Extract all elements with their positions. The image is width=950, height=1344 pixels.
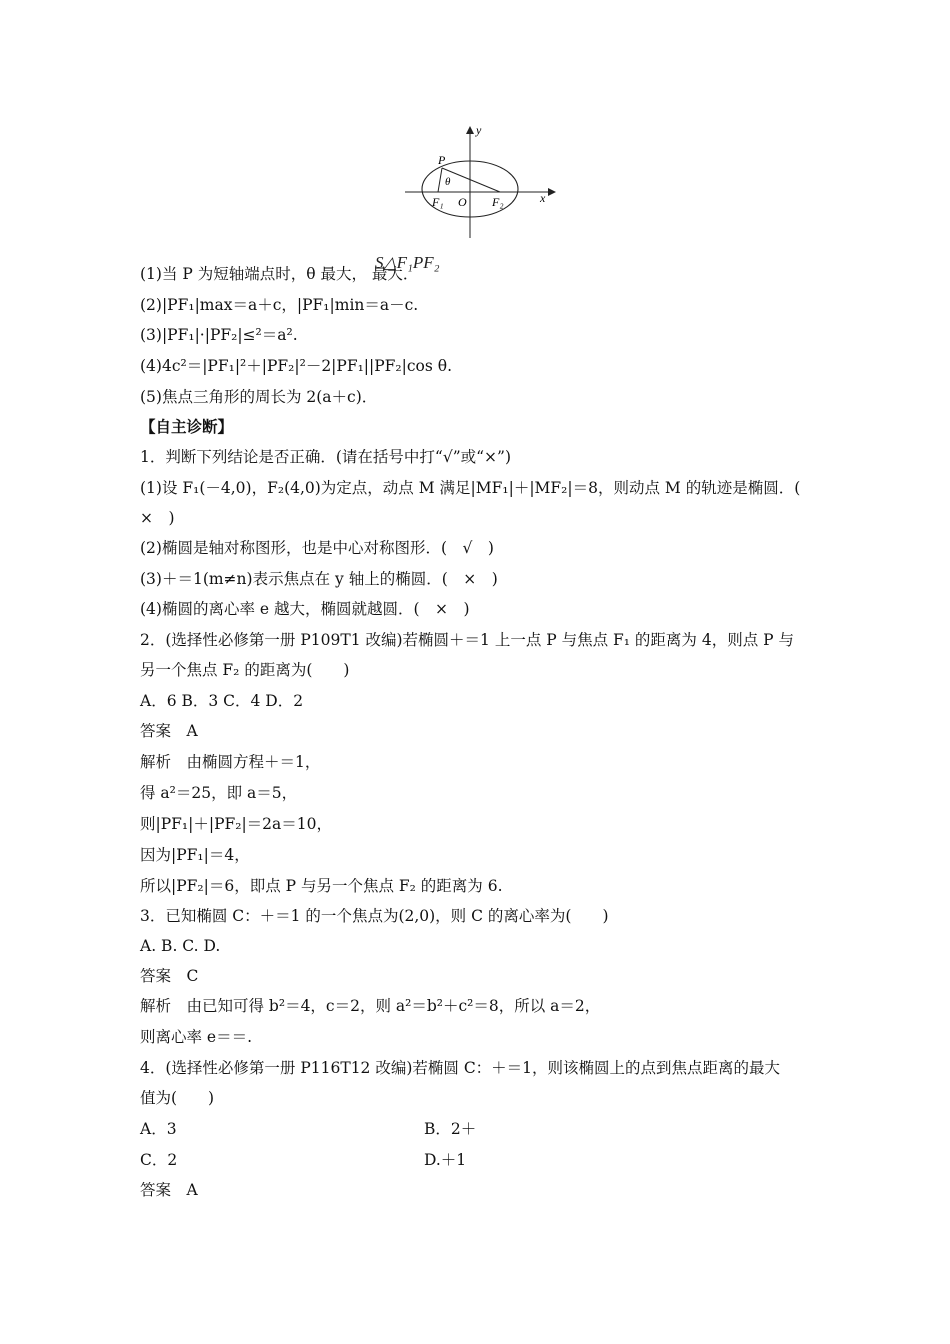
triangle-area-symbol: S△F₁PF₂ xyxy=(375,253,440,272)
q4-stem: 4．(选择性必修第一册 P116T12 改编)若椭圆 C：＋＝1，则该椭圆上的点到焦点距离的最大 xyxy=(140,1059,781,1077)
q2-options: A．6 B．3 C．4 D．2 xyxy=(140,692,304,710)
q4-option-c: C．2 xyxy=(140,1151,178,1169)
y-axis-arrow xyxy=(466,126,474,134)
label-f1: F₁ xyxy=(432,195,444,209)
property-3: (3)|PF₁|·|PF₂|≤²＝a². xyxy=(140,326,298,344)
q2-analysis-1: 解析 由椭圆方程＋＝1， xyxy=(140,753,321,771)
q4-stem-cont: 值为( ) xyxy=(140,1089,215,1107)
property-4: (4)4c²＝|PF₁|²＋|PF₂|²－2|PF₁||PF₂|cos θ. xyxy=(140,357,453,375)
q1-item2: (2)椭圆是轴对称图形，也是中心对称图形．( √ ) xyxy=(140,539,494,557)
q4-option-d: D.＋1 xyxy=(424,1151,467,1169)
q1-item1: (1)设 F₁(－4,0)，F₂(4,0)为定点，动点 M 满足|MF₁|＋|MF₂|＝8，则动点 M 的轨迹是椭圆．( xyxy=(140,479,801,497)
q2-answer: 答案 A xyxy=(140,722,198,740)
q1-item3: (3)＋＝1(m≠n)表示焦点在 y 轴上的椭圆．( × ) xyxy=(140,570,498,588)
q3-analysis-1: 解析 由已知可得 b²＝4，c＝2，则 a²＝b²＋c²＝8，所以 a＝2， xyxy=(140,997,601,1015)
q3-options: A. B. C. D. xyxy=(140,937,221,955)
q4-answer: 答案 A xyxy=(140,1181,198,1199)
q2-analysis-4: 因为|PF₁|＝4， xyxy=(140,846,250,864)
label-x: x xyxy=(540,191,546,205)
section-heading: 【自主诊断】 xyxy=(140,417,234,436)
property-5: (5)焦点三角形的周长为 2(a＋c)． xyxy=(140,388,378,406)
ellipse-figure xyxy=(400,122,560,240)
label-y: y xyxy=(476,123,482,137)
q2-analysis-2: 得 a²＝25，即 a＝5， xyxy=(140,784,298,802)
q2-stem-cont: 另一个焦点 F₂ 的距离为( ) xyxy=(140,661,350,679)
q1-item1-cont: × ) xyxy=(140,509,175,527)
q2-analysis-5: 所以|PF₂|＝6，即点 P 与另一个焦点 F₂ 的距离为 6. xyxy=(140,877,503,895)
x-axis-arrow xyxy=(548,188,556,196)
label-theta: θ xyxy=(445,176,451,188)
q3-stem: 3．已知椭圆 C：＋＝1 的一个焦点为(2,0)，则 C 的离心率为( ) xyxy=(140,907,609,925)
q3-answer: 答案 C xyxy=(140,967,199,985)
segment-pf2 xyxy=(442,168,500,192)
q3-analysis-2: 则离心率 e＝＝. xyxy=(140,1028,253,1046)
q1-stem: 1．判断下列结论是否正确．(请在括号中打“√”或“×”) xyxy=(140,448,512,466)
label-p: P xyxy=(438,153,446,167)
label-f2: F₂ xyxy=(492,195,504,209)
label-o: O xyxy=(458,195,467,209)
property-2: (2)|PF₁|max＝a＋c，|PF₁|min＝a－c. xyxy=(140,296,419,314)
q4-option-b: B．2＋ xyxy=(424,1120,477,1138)
property-1: (1)当 P 为短轴端点时，θ 最大， 最大． xyxy=(140,265,419,283)
q1-item4: (4)椭圆的离心率 e 越大，椭圆就越圆．( × ) xyxy=(140,600,470,618)
segment-pf1 xyxy=(438,168,442,192)
q2-stem: 2．(选择性必修第一册 P109T1 改编)若椭圆＋＝1 上一点 P 与焦点 F₁ 的距离为 4，则点 P 与 xyxy=(140,631,794,649)
q4-option-a: A．3 xyxy=(140,1120,177,1138)
q2-analysis-3: 则|PF₁|＋|PF₂|＝2a＝10， xyxy=(140,815,333,833)
